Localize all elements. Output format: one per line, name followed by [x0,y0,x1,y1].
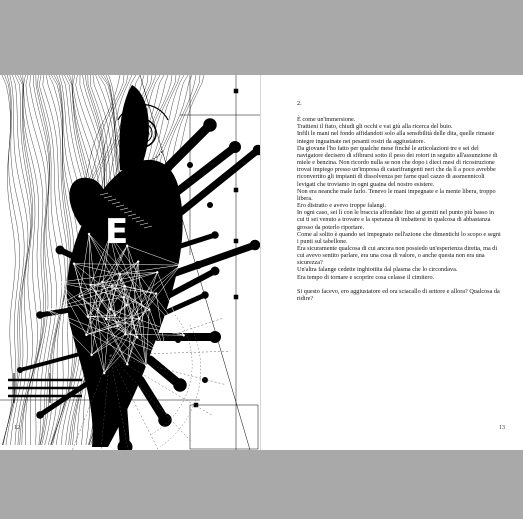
paragraph: È come un'immersione. [297,116,356,124]
paragraph: Era sicuramente qualcosa di cui ancora non possiedo un'esperienza diretta, ma di cui avevo sentito parlare, era una cosa di valore, o anche questa non era una sicurezza? [297,244,498,267]
closing-paragraph: Si questo facevo, ero aggiustatore ed ora sciacallo di settore e allora? Qualcosa da ridire? [297,287,500,302]
paragraph: Come al solito è quando sei impegnato nell'azione che dimentichi lo scopo e segni i punti sul tabellone. [297,230,501,245]
paragraph: Da giovane l'ho fatto per qualche mese finché le articolazioni tre e sei del navigatore decisero di sfibrarsi sotto il peso dei rotori in seguito all'assunzione di miele e benzina. Non ricordo nulla se non che dopo i dieci mesi di ricostruzione trovai impiego presso un'impresa di catarifrangenti neri che da lì a poco avrebbe riconvertito gli impianti di dissolvenza per farne quel cazzo di assmennicoli levigati che troviamo in ogni guaina del nostro esistere. [297,144,498,188]
paragraph: In ogni caso, sei lì con le braccia affondate fino ai gomiti nel punto più basso in cui ti sei venuto a trovare e la speranza di imbattersi in qualcosa di abbastanza grosso da poterlo riportare. [297,209,494,231]
paragraph: Trattieni il fiato, chiudi gli occhi e vai giù alla ricerca del buio. [297,123,453,131]
overlay-glyph: E [105,212,129,252]
paragraph: Infili le mani nel fondo affidandoti solo alla sensibilità delle dita, quelle rimaste integre inguainate nei pesanti rostri da aggiustatore. [297,130,495,145]
paragraph: Non era neanche male farlo. Tenevo le mani impegnate e la mente libera, troppo libera. [297,187,496,202]
book-spread [0,75,523,450]
left-page [0,75,261,450]
paragraph: Era tempo di tornare e scoprire cosa celasse il cimitero. [297,273,435,281]
page-number-left: 12 [14,425,20,431]
right-page [261,75,523,450]
abstract-ink-hand-illustration [0,75,261,450]
paragraph: Un'altra falange cedette inghiottita dal plasma che lo circondava. [297,266,458,274]
page-number-right: 13 [499,425,505,431]
chapter-number: 2. [297,100,302,107]
paragraph: Ero distratto e avevo troppe falangi. [297,202,386,210]
body-text [297,100,503,302]
